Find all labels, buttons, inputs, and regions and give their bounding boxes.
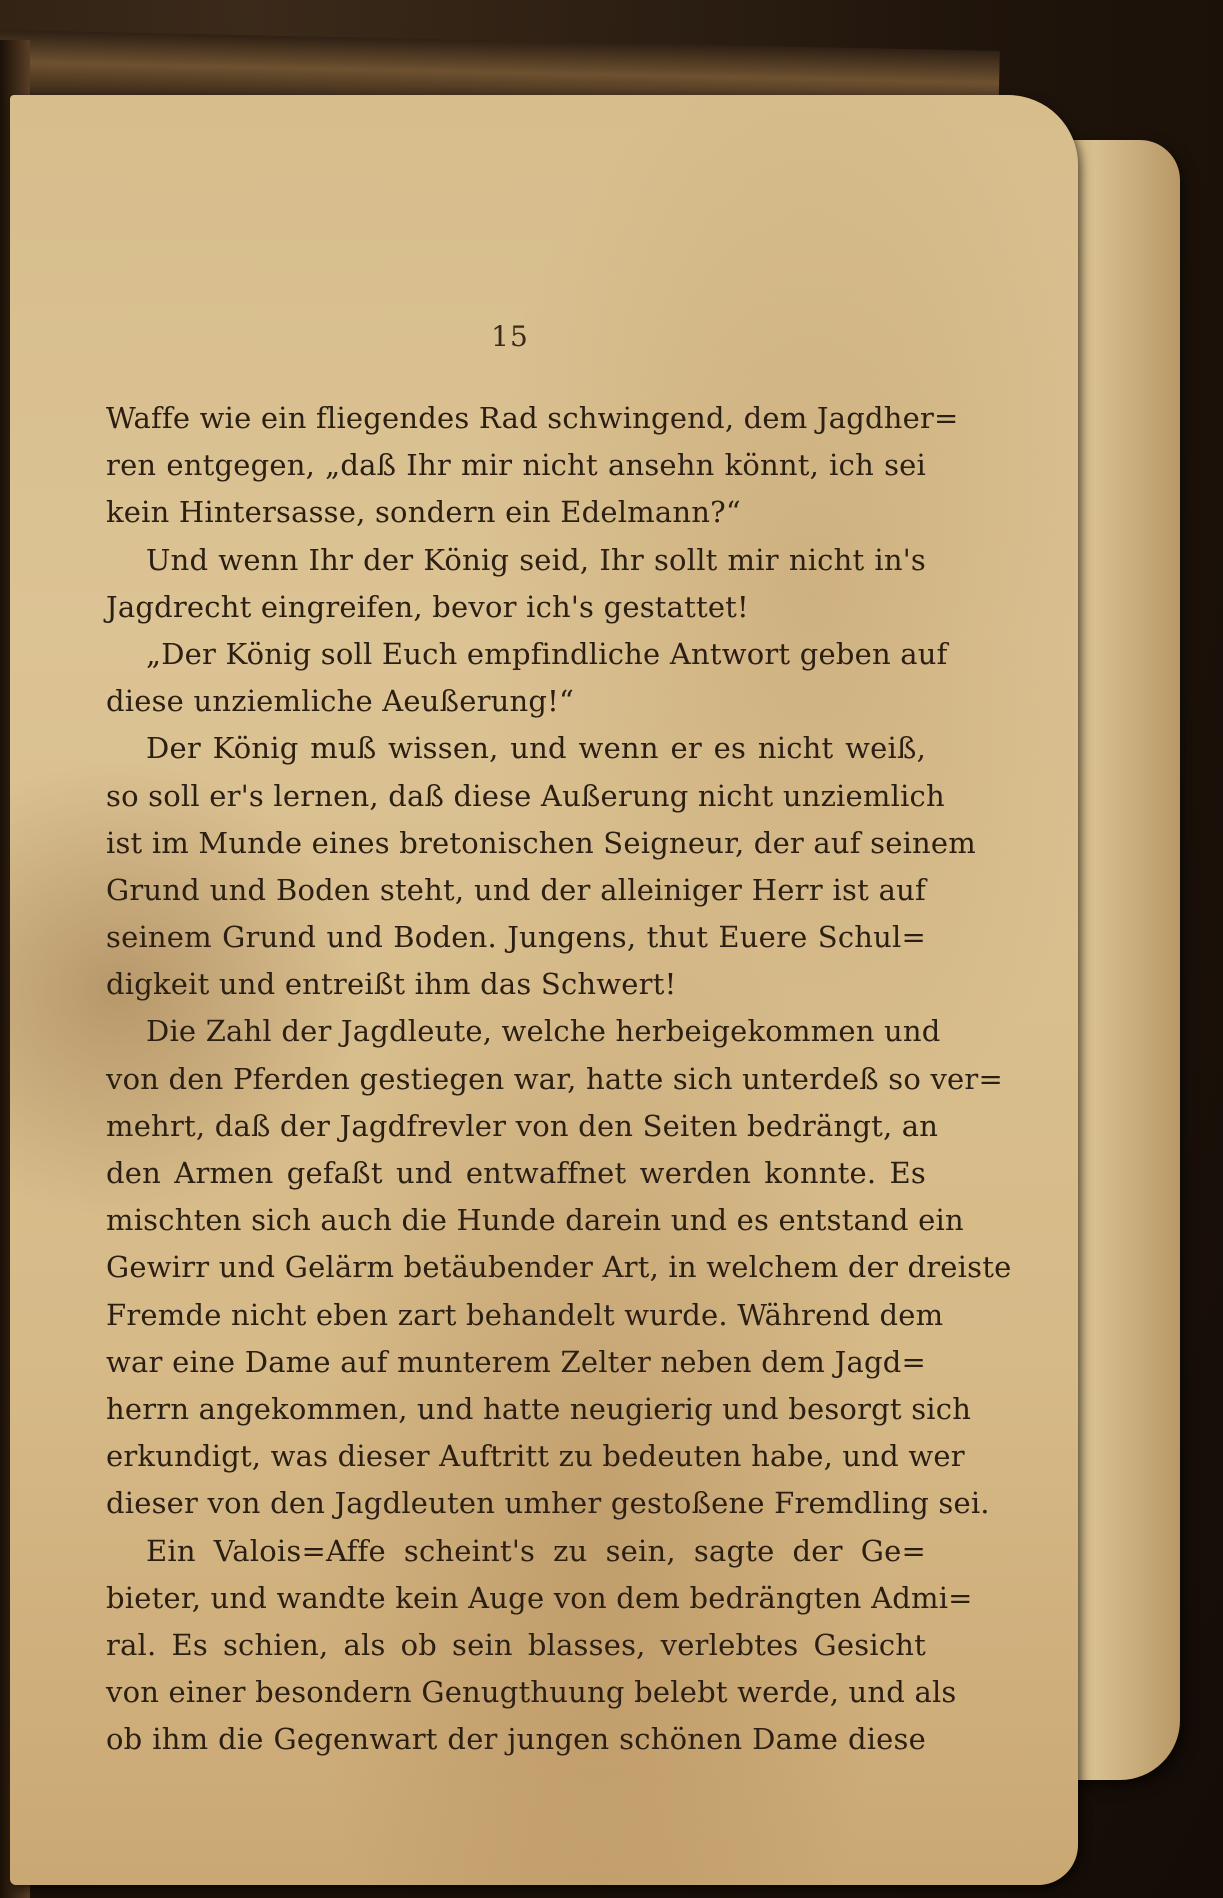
text-line: Und wenn Ihr der König seid, Ihr sollt mir nicht in's: [146, 542, 926, 577]
page-number: 15: [491, 320, 529, 353]
text-line: ist im Munde eines bretonischen Seigneur, der auf seinem: [106, 825, 976, 860]
text-line: Grund und Boden steht, und der alleiniger Herr ist auf: [106, 872, 926, 907]
text-line: ren entgegen, „daß Ihr mir nicht ansehn könnt, ich sei: [106, 448, 926, 483]
text-line: den Armen gefaßt und entwaffnet werden konnte. Es: [106, 1156, 926, 1190]
text-line: mehrt, daß der Jagdfrevler von den Seiten bedrängt, an: [106, 1108, 939, 1143]
text-line: herrn angekommen, und hatte neugierig und besorgt sich: [106, 1391, 972, 1426]
text-line: bieter, und wandte kein Auge von dem bedrängten Admi=: [106, 1580, 973, 1615]
body-text: [106, 395, 1012, 1763]
text-line: digkeit und entreißt ihm das Schwert!: [106, 967, 677, 1002]
text-line: Fremde nicht eben zart behandelt wurde. Während dem: [106, 1297, 944, 1332]
text-line: dieser von den Jagdleuten umher gestoßene Fremdling sei.: [106, 1486, 990, 1521]
text-line: mischten sich auch die Hunde darein und es entstand ein: [106, 1203, 964, 1238]
text-line: von einer besondern Genugthuung belebt werde, und als: [106, 1675, 957, 1710]
text-line: Gewirr und Gelärm betäubender Art, in welchem der dreiste: [106, 1250, 1012, 1285]
text-line: diese unziemliche Aeußerung!“: [106, 684, 575, 719]
text-line: ral. Es schien, als ob sein blasses, verlebtes Gesicht: [106, 1627, 926, 1662]
text-line: kein Hintersasse, sondern ein Edelmann?“: [106, 495, 741, 530]
text-line: erkundigt, was dieser Auftritt zu bedeuten habe, und wer: [106, 1439, 965, 1474]
text-line: Jagdrecht eingreifen, bevor ich's gestattet!: [106, 589, 749, 624]
text-line: so soll er's lernen, daß diese Außerung nicht unziemlich: [106, 778, 945, 813]
text-line: seinem Grund und Boden. Jungens, thut Euere Schul=: [106, 920, 926, 955]
text-line: ob ihm die Gegenwart der jungen schönen Dame diese: [106, 1722, 926, 1757]
text-line: Der König muß wissen, und wenn er es nicht weiß,: [146, 731, 926, 766]
text-line: „Der König soll Euch empfindliche Antwort geben auf: [146, 636, 948, 671]
book-page: [10, 95, 1078, 1885]
text-line: von den Pferden gestiegen war, hatte sich unterdeß so ver=: [106, 1061, 1003, 1096]
text-line: Ein Valois=Affe scheint's zu sein, sagte der Ge=: [146, 1533, 926, 1568]
text-line: Waffe wie ein fliegendes Rad schwingend, dem Jagdher=: [106, 401, 959, 435]
text-line: Die Zahl der Jagdleute, welche herbeigekommen und: [146, 1014, 941, 1049]
text-line: war eine Dame auf munterem Zelter neben dem Jagd=: [106, 1344, 926, 1379]
